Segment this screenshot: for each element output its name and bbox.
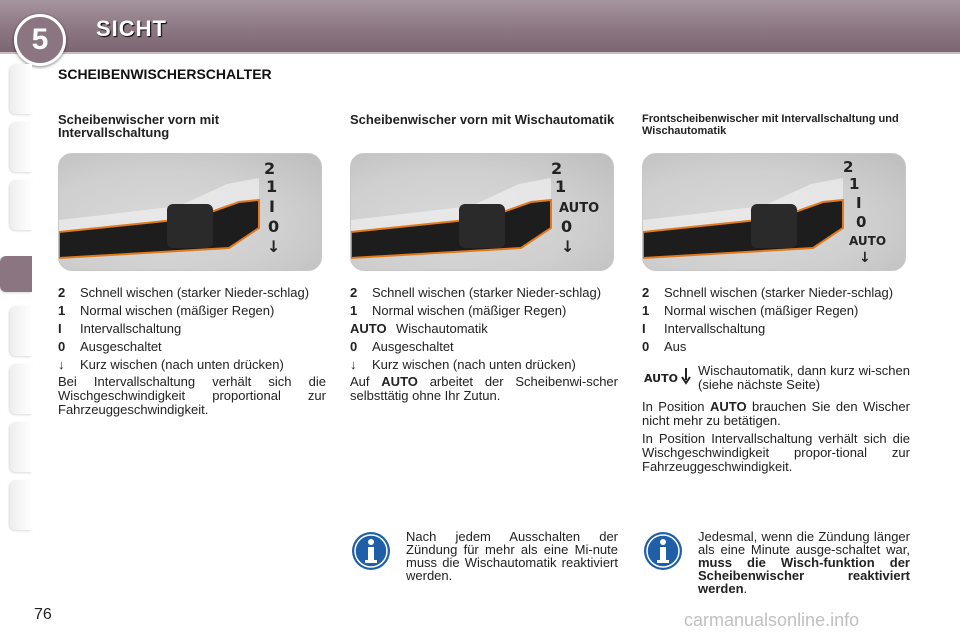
paragraph: In Position Intervallschaltung verhält sich die Wischgeschwindigkeit propor-tional zur Fahrzeuggeschwindigkeit.	[642, 431, 910, 474]
position-label: 0	[268, 217, 280, 236]
column-title: Scheibenwischer vorn mit Wischautomatik	[350, 112, 615, 127]
list-item: 0 Aus	[642, 339, 687, 354]
chapter-title: SICHT	[96, 16, 167, 41]
watermark: carmanualsonline.info	[684, 610, 860, 630]
wiper-stalk-illustration	[642, 153, 906, 271]
position-label: 1	[555, 177, 567, 196]
auto-text: Wischautomatik, dann kurz wi-schen (siehe nächste Seite)	[698, 363, 910, 392]
info-text: Nach jedem Ausschalten der Zündung für mehr als eine Mi-nute muss die Wischautomatik reaktiviert werden.	[406, 529, 618, 583]
position-label: ↓	[267, 237, 281, 256]
list-item: ↓ Kurz wischen (nach unten drücken)	[58, 357, 284, 372]
position-label: 0	[856, 213, 867, 231]
list-item: 2 Schnell wischen (starker Nieder-schlag)	[642, 285, 894, 300]
chapter-tab-8[interactable]	[10, 422, 32, 472]
header-divider	[0, 52, 960, 54]
list-item: 2 Schnell wischen (starker Nieder-schlag)	[58, 285, 310, 300]
section-title: SCHEIBENWISCHERSCHALTER	[58, 66, 272, 82]
wiper-stalk-illustration	[58, 153, 322, 271]
list-item: 0 Ausgeschaltet	[350, 339, 454, 354]
paragraph: Auf AUTO arbeitet der Scheibenwi-scher selbsttätig ohne Ihr Zutun.	[350, 374, 618, 403]
chapter-tab-7[interactable]	[10, 364, 32, 414]
info-icon	[642, 530, 684, 572]
column-title: Frontscheibenwischer mit Intervallschaltung und Wischautomatik	[642, 113, 899, 137]
list-item: 1 Normal wischen (mäßiger Regen)	[58, 303, 275, 318]
info-text: Jedesmal, wenn die Zündung länger als eine Minute ausge-schaltet war, muss die Wisch-funktion der Scheibenwischer reaktiviert werden.	[698, 529, 910, 596]
list-item: I Intervallschaltung	[642, 321, 766, 336]
wiper-stalk-illustration	[350, 153, 614, 271]
chapter-tab-6[interactable]	[10, 306, 32, 356]
chapter-tab-5-active[interactable]	[0, 256, 32, 292]
list-item: ↓ Kurz wischen (nach unten drücken)	[350, 357, 576, 372]
column-auto-wiper	[350, 113, 618, 403]
list-item: 0 Ausgeschaltet	[58, 339, 162, 354]
position-label: ↓	[859, 250, 871, 266]
position-label: 0	[561, 217, 573, 236]
page-number: 76	[34, 606, 52, 623]
paragraph: In Position AUTO brauchen Sie den Wischer nicht mehr zu betätigen.	[642, 399, 910, 428]
auto-description	[642, 364, 910, 392]
paragraph: Bei Intervallschaltung verhält sich die Wischgeschwindigkeit proportional zur Fahrzeuggeschwindigkeit.	[58, 374, 326, 417]
position-label: 2	[551, 159, 563, 178]
position-label: AUTO	[849, 234, 887, 248]
position-label: 2	[264, 159, 276, 178]
chapter-tab-2[interactable]	[10, 122, 32, 172]
position-label: ↓	[561, 237, 575, 256]
position-label: 1	[849, 175, 860, 193]
column-title: Scheibenwischer vorn mit Intervallschaltung	[58, 112, 220, 140]
svg-text:AUTO: AUTO	[644, 372, 678, 385]
list-item: 1 Normal wischen (mäßiger Regen)	[642, 303, 859, 318]
position-label: 2	[843, 158, 854, 176]
column-interval-auto-wiper	[642, 113, 910, 474]
list-item: I Intervallschaltung	[58, 321, 182, 336]
position-label: 1	[266, 177, 278, 196]
chapter-number-badge: 5	[14, 14, 66, 66]
chapter-tab-3[interactable]	[10, 180, 32, 230]
column-interval-wiper	[58, 113, 326, 417]
chapter-tab-9[interactable]	[10, 480, 32, 530]
list-item: 1 Normal wischen (mäßiger Regen)	[350, 303, 567, 318]
position-label: AUTO	[559, 201, 600, 216]
position-label: I	[856, 194, 862, 212]
info-box	[642, 530, 910, 595]
list-item: 2 Schnell wischen (starker Nieder-schlag)	[350, 285, 602, 300]
position-label: I	[269, 197, 275, 216]
chapter-tab-sidebar	[0, 64, 32, 576]
info-box	[350, 530, 618, 582]
list-item: AUTO Wischautomatik	[350, 321, 488, 336]
auto-down-icon	[642, 364, 694, 390]
chapter-tab-1[interactable]	[10, 64, 32, 114]
info-icon	[350, 530, 392, 572]
